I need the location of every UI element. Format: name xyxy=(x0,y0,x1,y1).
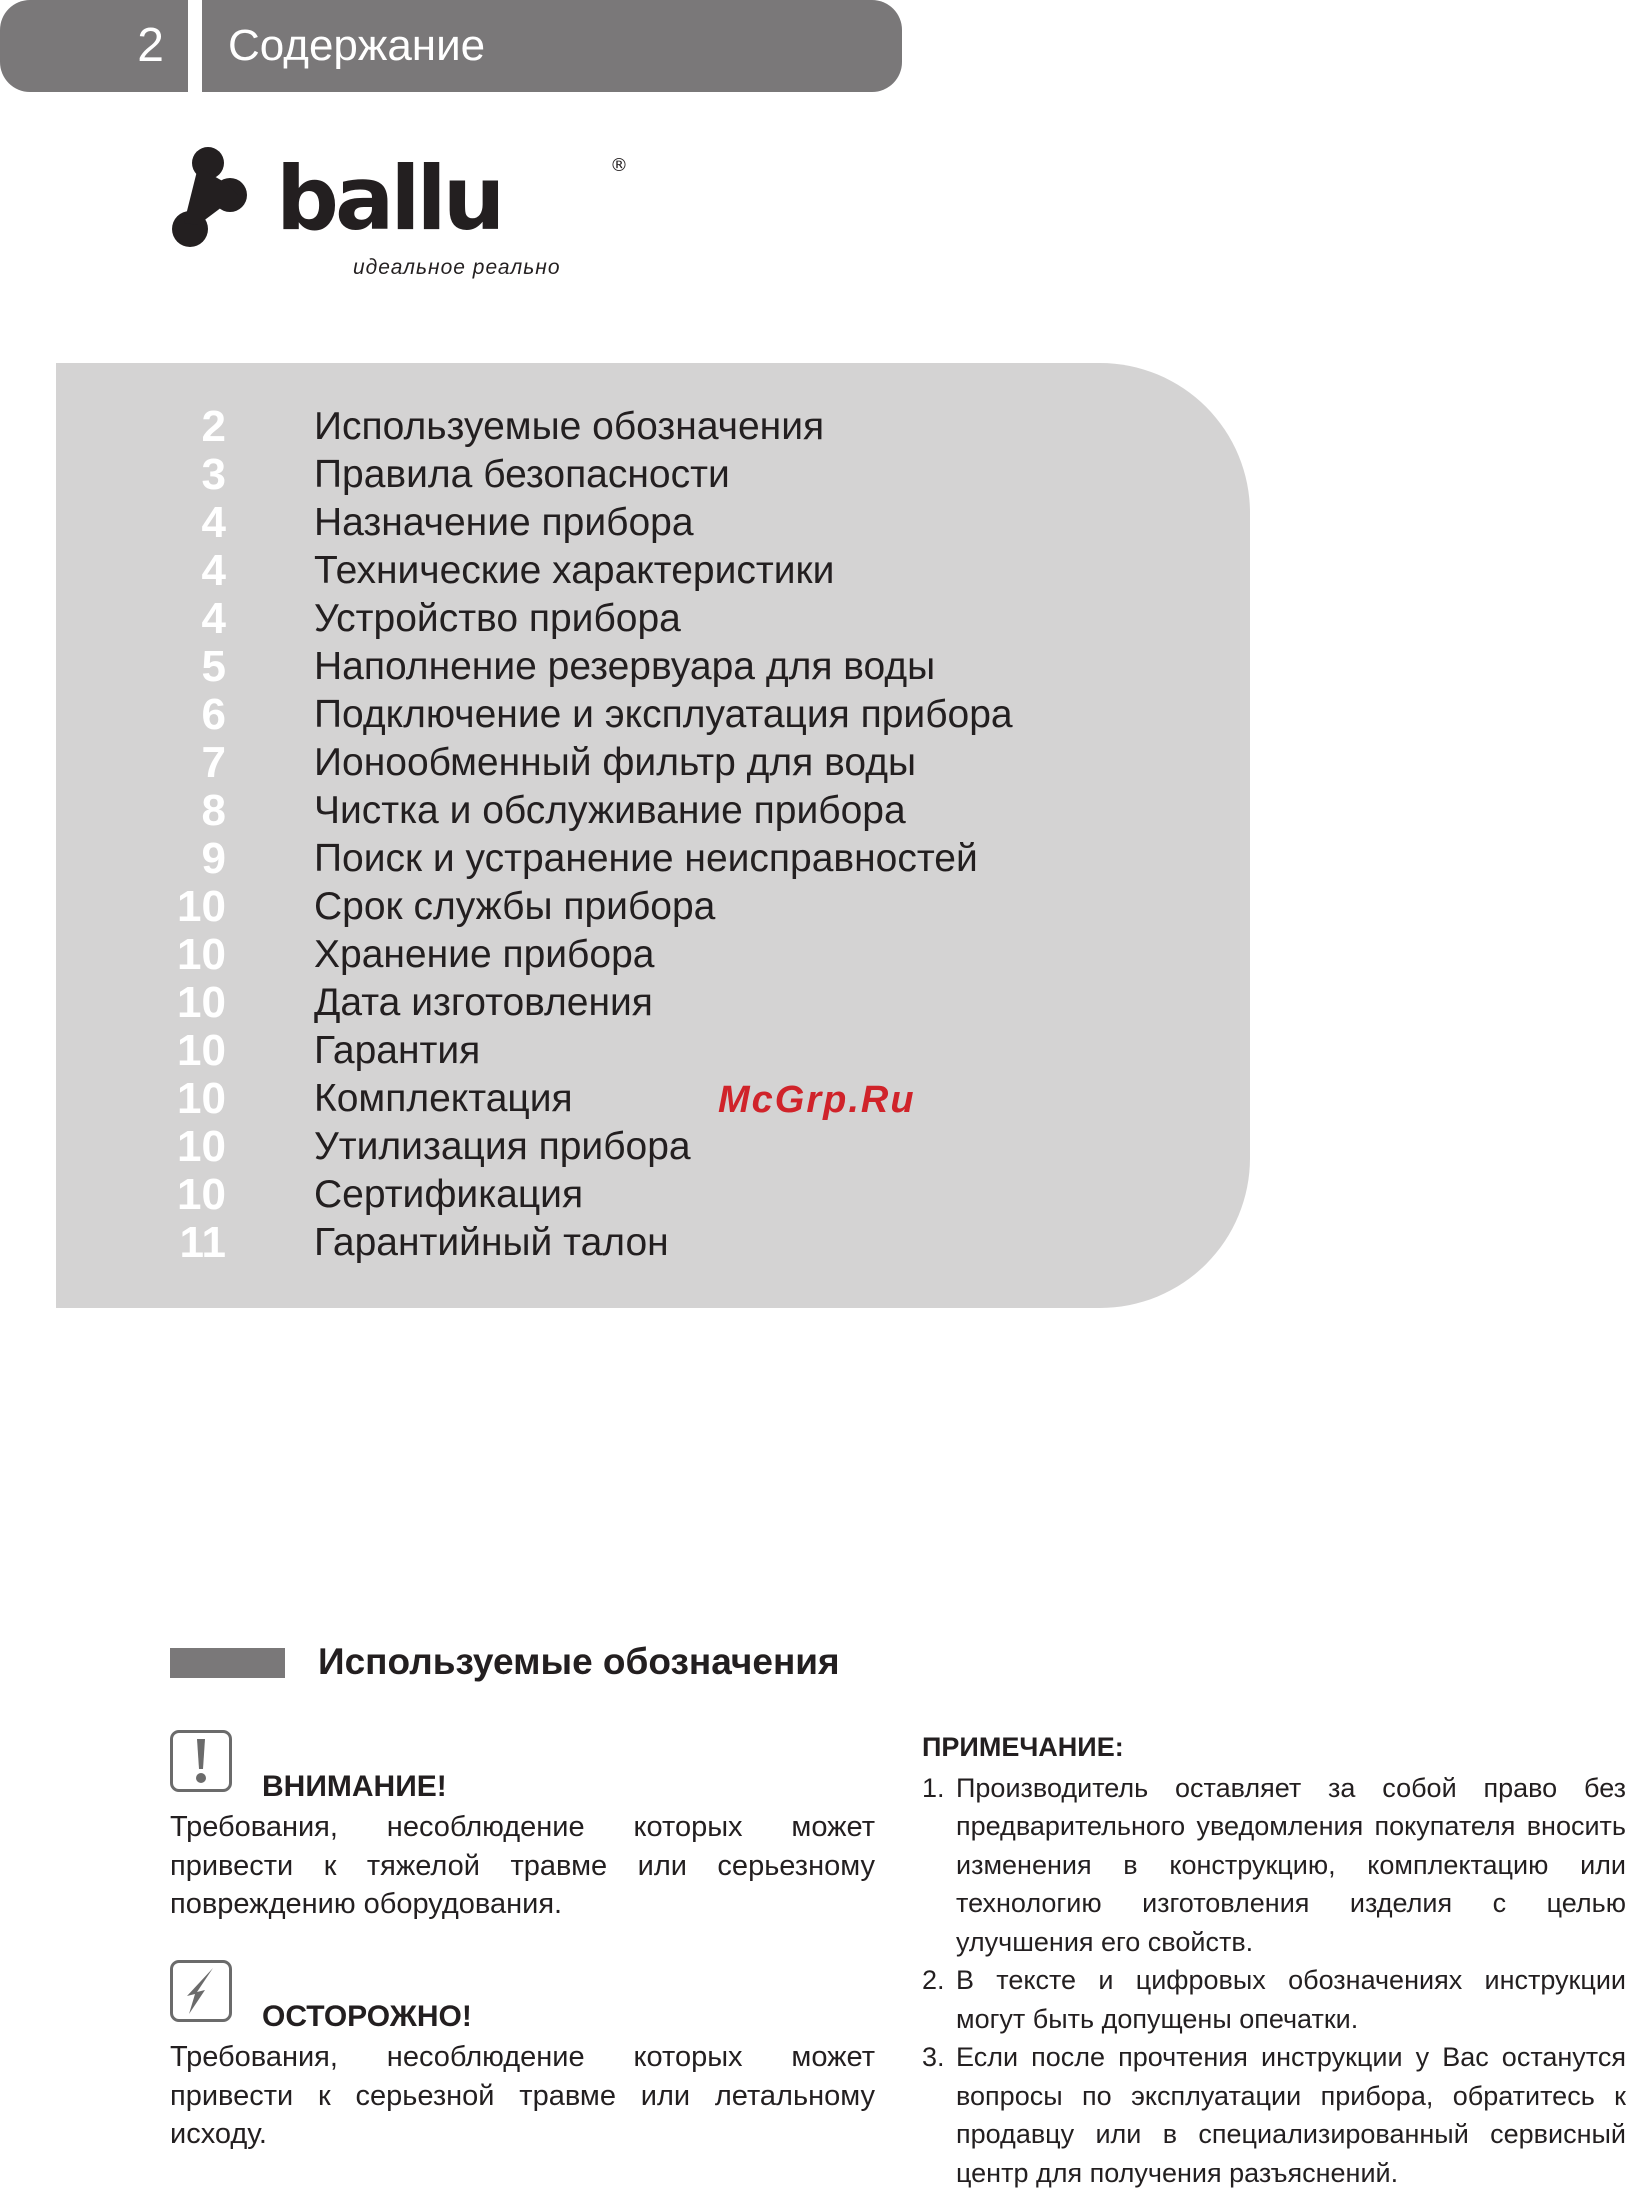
toc-item[interactable] xyxy=(56,931,654,979)
toc-page-number: 5 xyxy=(201,642,226,691)
toc-page-number: 7 xyxy=(201,738,226,787)
watermark: McGrp.Ru xyxy=(718,1079,916,1121)
toc-item[interactable] xyxy=(56,979,653,1027)
toc-label: Дата изготовления xyxy=(314,981,653,1024)
toc-label: Срок службы прибора xyxy=(314,885,716,928)
caution-text: Требования, несоблюдение которых может привести к серьезной травме или летальному исходу. xyxy=(170,2041,875,2150)
caution-title: ОСТОРОЖНО! xyxy=(262,2000,472,2033)
toc-page-number: 2 xyxy=(201,402,226,451)
table-of-contents xyxy=(56,363,1250,1308)
toc-label: Гарантийный талон xyxy=(314,1221,669,1264)
toc-label: Технические характеристики xyxy=(314,549,835,592)
toc-item[interactable] xyxy=(56,643,935,691)
toc-item[interactable] xyxy=(56,739,916,787)
note-text: Если после прочтения инструкции у Вас останутся вопросы по эксплуатации прибора, обратитесь к продавцу или в специализированный сервисный центр для получения разъяснений. xyxy=(956,2042,1626,2188)
attention-block xyxy=(170,1730,875,1930)
caution-block xyxy=(170,1960,875,2160)
toc-item[interactable] xyxy=(56,547,834,595)
ballu-logo xyxy=(168,145,638,250)
toc-item[interactable] xyxy=(56,1027,480,1075)
toc-label: Используемые обозначения xyxy=(314,405,825,448)
toc-item[interactable] xyxy=(56,451,730,499)
toc-page-number: 6 xyxy=(201,690,226,739)
toc-item[interactable] xyxy=(56,883,715,931)
toc-label: Наполнение резервуара для воды xyxy=(314,645,936,688)
toc-page-number: 10 xyxy=(177,882,226,931)
logo-wordmark: ballu xyxy=(276,147,502,250)
toc-label: Сертификация xyxy=(314,1173,584,1216)
exclamation-icon xyxy=(170,1730,232,1792)
toc-page-number: 10 xyxy=(177,930,226,979)
toc-page-number: 8 xyxy=(201,786,226,835)
logo-tagline: идеальное реально xyxy=(353,256,561,279)
toc-label: Комплектация xyxy=(314,1077,573,1120)
toc-item[interactable] xyxy=(56,595,681,643)
page-title: Содержание xyxy=(202,0,902,92)
note-text: В тексте и цифровых обозначениях инструкции могут быть допущены опечатки. xyxy=(956,1965,1626,2034)
toc-item[interactable] xyxy=(56,787,906,835)
note-text: Производитель оставляет за собой право без предварительного уведомления покупателя вносить изменения в конструкцию, комплектацию или технологию изготовления изделия с целью улучшения его свойств. xyxy=(956,1772,1626,1957)
toc-item[interactable] xyxy=(56,403,824,451)
attention-text: Требования, несоблюдение которых может привести к тяжелой травме или серьезному повреждению оборудования. xyxy=(170,1811,875,1920)
note-number: 3. xyxy=(922,2042,945,2072)
note-number: 2. xyxy=(922,1965,945,1995)
section-marker xyxy=(170,1648,285,1678)
toc-label: Хранение прибора xyxy=(314,933,655,976)
note-title: ПРИМЕЧАНИЕ: xyxy=(922,1732,1124,1762)
toc-label: Поиск и устранение неисправностей xyxy=(314,837,978,880)
note-item xyxy=(922,2038,1626,2192)
toc-label: Устройство прибора xyxy=(314,597,681,640)
note-item xyxy=(922,1961,1626,2038)
note-item xyxy=(922,1769,1626,1962)
toc-label: Правила безопасности xyxy=(314,453,730,496)
toc-page-number: 9 xyxy=(201,834,226,883)
toc-page-number: 4 xyxy=(201,498,226,547)
toc-page-number: 10 xyxy=(177,1122,226,1171)
toc-item[interactable] xyxy=(56,1219,669,1267)
note-block xyxy=(922,1728,1626,2192)
toc-page-number: 4 xyxy=(201,594,226,643)
toc-item[interactable] xyxy=(56,1123,691,1171)
toc-page-number: 10 xyxy=(177,978,226,1027)
toc-label: Ионообменный фильтр для воды xyxy=(314,741,917,784)
attention-title: ВНИМАНИЕ! xyxy=(262,1770,447,1803)
toc-page-number: 10 xyxy=(177,1170,226,1219)
toc-item[interactable] xyxy=(56,691,1013,739)
toc-label: Подключение и эксплуатация прибора xyxy=(314,693,1013,736)
toc-label: Назначение прибора xyxy=(314,501,694,544)
toc-item[interactable] xyxy=(56,1075,573,1123)
toc-page-number: 10 xyxy=(177,1074,226,1123)
lightning-icon xyxy=(170,1960,232,2022)
toc-label: Гарантия xyxy=(314,1029,481,1072)
toc-item[interactable] xyxy=(56,835,978,883)
note-number: 1. xyxy=(922,1772,945,1803)
toc-item[interactable] xyxy=(56,1171,583,1219)
page-number: 2 xyxy=(0,0,188,92)
toc-page-number: 4 xyxy=(201,546,226,595)
toc-page-number: 10 xyxy=(177,1026,226,1075)
registered-mark: ® xyxy=(610,155,628,176)
section-title: Используемые обозначения xyxy=(318,1641,840,1682)
toc-label: Чистка и обслуживание прибора xyxy=(314,789,906,832)
toc-page-number: 3 xyxy=(201,450,226,499)
toc-item[interactable] xyxy=(56,499,694,547)
toc-page-number: 11 xyxy=(179,1218,226,1267)
toc-label: Утилизация прибора xyxy=(314,1125,691,1168)
